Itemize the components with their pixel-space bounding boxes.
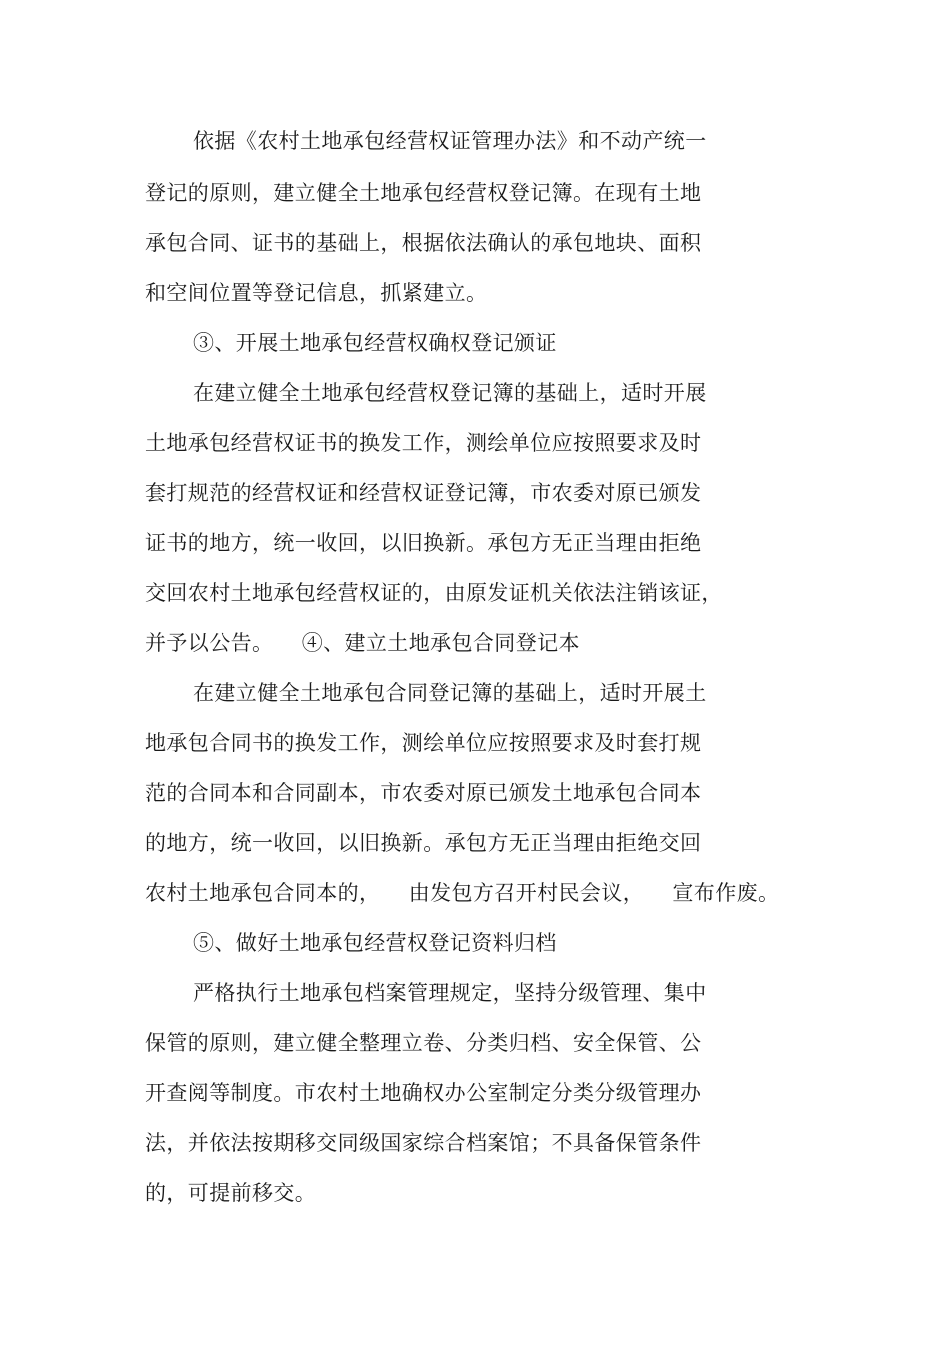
paragraph-line: 交回农村土地承包经营权证的，由原发证机关依法注销该证， bbox=[145, 581, 723, 605]
paragraph-line: 的地方，统一收回，以旧换新。承包方无正当理由拒绝交回 bbox=[145, 831, 702, 855]
paragraph-line: 保管的原则，建立健全整理立卷、分类归档、安全保管、公 bbox=[145, 1031, 702, 1055]
paragraph-line: 套打规范的经营权证和经营权证登记簿，市农委对原已颁发 bbox=[145, 481, 702, 505]
paragraph-line: 依据《农村土地承包经营权证管理办法》和不动产统一 bbox=[193, 129, 707, 153]
paragraph-line: 严格执行土地承包档案管理规定，坚持分级管理、集中 bbox=[193, 981, 707, 1005]
paragraph-line: 的，可提前移交。 bbox=[145, 1181, 317, 1205]
paragraph-line: 土地承包经营权证书的换发工作，测绘单位应按照要求及时 bbox=[145, 431, 702, 455]
paragraph-line: 证书的地方，统一收回，以旧换新。承包方无正当理由拒绝 bbox=[145, 531, 702, 555]
section-heading: ⑤、做好土地承包经营权登记资料归档 bbox=[193, 931, 557, 955]
paragraph-line: 承包合同、证书的基础上，根据依法确认的承包地块、面积 bbox=[145, 231, 702, 255]
paragraph-line: 农村土地承包合同本的， 由发包方召开村民会议， 宣布作废。 bbox=[145, 881, 780, 905]
paragraph-line: 地承包合同书的换发工作，测绘单位应按照要求及时套打规 bbox=[145, 731, 702, 755]
paragraph-line: 法，并依法按期移交同级国家综合档案馆；不具备保管条件 bbox=[145, 1131, 702, 1155]
paragraph-line: 登记的原则，建立健全土地承包经营权登记簿。在现有土地 bbox=[145, 181, 702, 205]
paragraph-line: 和空间位置等登记信息，抓紧建立。 bbox=[145, 281, 488, 305]
paragraph-line: 开查阅等制度。市农村土地确权办公室制定分类分级管理办 bbox=[145, 1081, 702, 1105]
paragraph-line: 在建立健全土地承包经营权登记簿的基础上，适时开展 bbox=[193, 381, 707, 405]
paragraph-line: 在建立健全土地承包合同登记簿的基础上，适时开展土 bbox=[193, 681, 707, 705]
section-heading: ③、开展土地承包经营权确权登记颁证 bbox=[193, 331, 557, 355]
paragraph-line: 并予以公告。 ④、建立土地承包合同登记本 bbox=[145, 631, 580, 655]
paragraph-line: 范的合同本和合同副本，市农委对原已颁发土地承包合同本 bbox=[145, 781, 702, 805]
